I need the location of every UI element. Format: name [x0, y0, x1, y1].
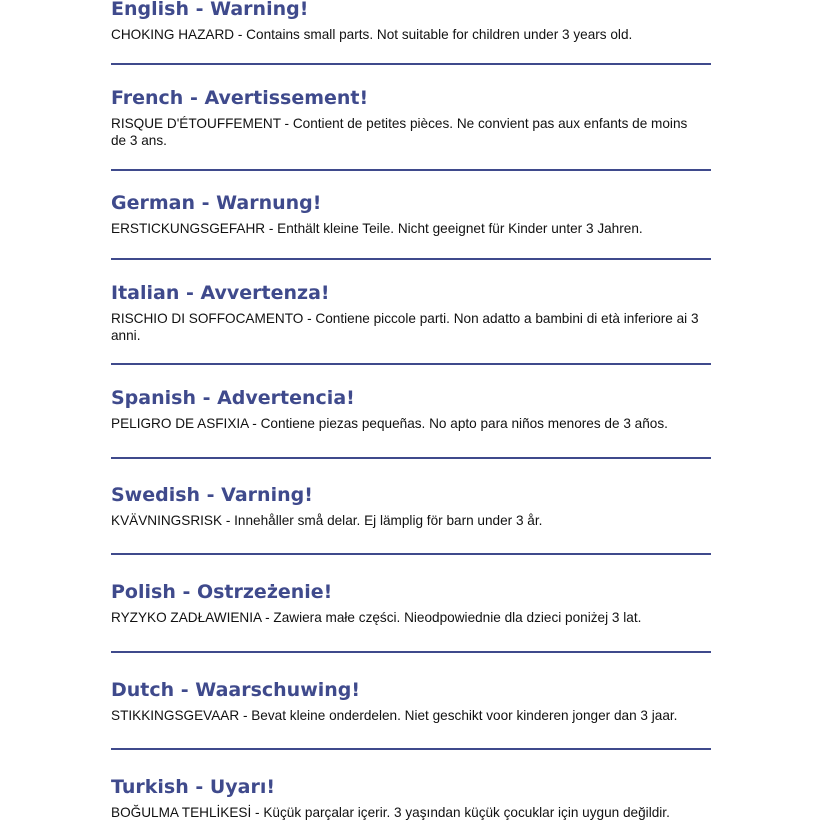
divider [111, 553, 711, 555]
warning-heading-turkish: Turkish - Uyarı! [111, 776, 276, 798]
divider [111, 457, 711, 459]
warning-heading-english: English - Warning! [111, 0, 309, 20]
warning-heading-polish: Polish - Ostrzeżenie! [111, 581, 333, 603]
warning-heading-italian: Italian - Avvertenza! [111, 282, 330, 304]
warning-text-turkish: BOĞULMA TEHLİKESİ - Küçük parçalar içerir. 3 yaşından küçük çocuklar için uygun değildir. [111, 805, 670, 820]
divider [111, 169, 711, 171]
divider [111, 651, 711, 653]
warning-heading-spanish: Spanish - Advertencia! [111, 387, 355, 409]
warning-text-french: RISQUE D'ÉTOUFFEMENT - Contient de petites pièces. Ne convient pas aux enfants de moins de 3 ans. [111, 116, 688, 148]
warning-text-italian: RISCHIO DI SOFFOCAMENTO - Contiene piccole parti. Non adatto a bambini di età inferiore ai 3 anni. [111, 311, 699, 343]
warning-text-english: CHOKING HAZARD - Contains small parts. Not suitable for children under 3 years old. [111, 27, 633, 42]
warning-heading-dutch: Dutch - Waarschuwing! [111, 679, 361, 701]
divider [111, 748, 711, 750]
divider [111, 63, 711, 65]
warning-text-dutch: STIKKINGSGEVAAR - Bevat kleine onderdelen. Niet geschikt voor kinderen jonger dan 3 jaar. [111, 708, 678, 723]
warning-text-swedish: KVÄVNINGSRISK - Innehåller små delar. Ej lämplig för barn under 3 år. [111, 513, 543, 528]
divider [111, 363, 711, 365]
warning-heading-german: German - Warnung! [111, 192, 322, 214]
warning-heading-swedish: Swedish - Varning! [111, 484, 313, 506]
warning-text-polish: RYZYKO ZADŁAWIENIA - Zawiera małe części. Nieodpowiednie dla dzieci poniżej 3 lat. [111, 610, 642, 625]
divider [111, 258, 711, 260]
warning-text-german: ERSTICKUNGSGEFAHR - Enthält kleine Teile. Nicht geeignet für Kinder unter 3 Jahren. [111, 221, 643, 236]
warning-text-spanish: PELIGRO DE ASFIXIA - Contiene piezas pequeñas. No apto para niños menores de 3 años. [111, 416, 668, 431]
warning-heading-french: French - Avertissement! [111, 87, 369, 109]
